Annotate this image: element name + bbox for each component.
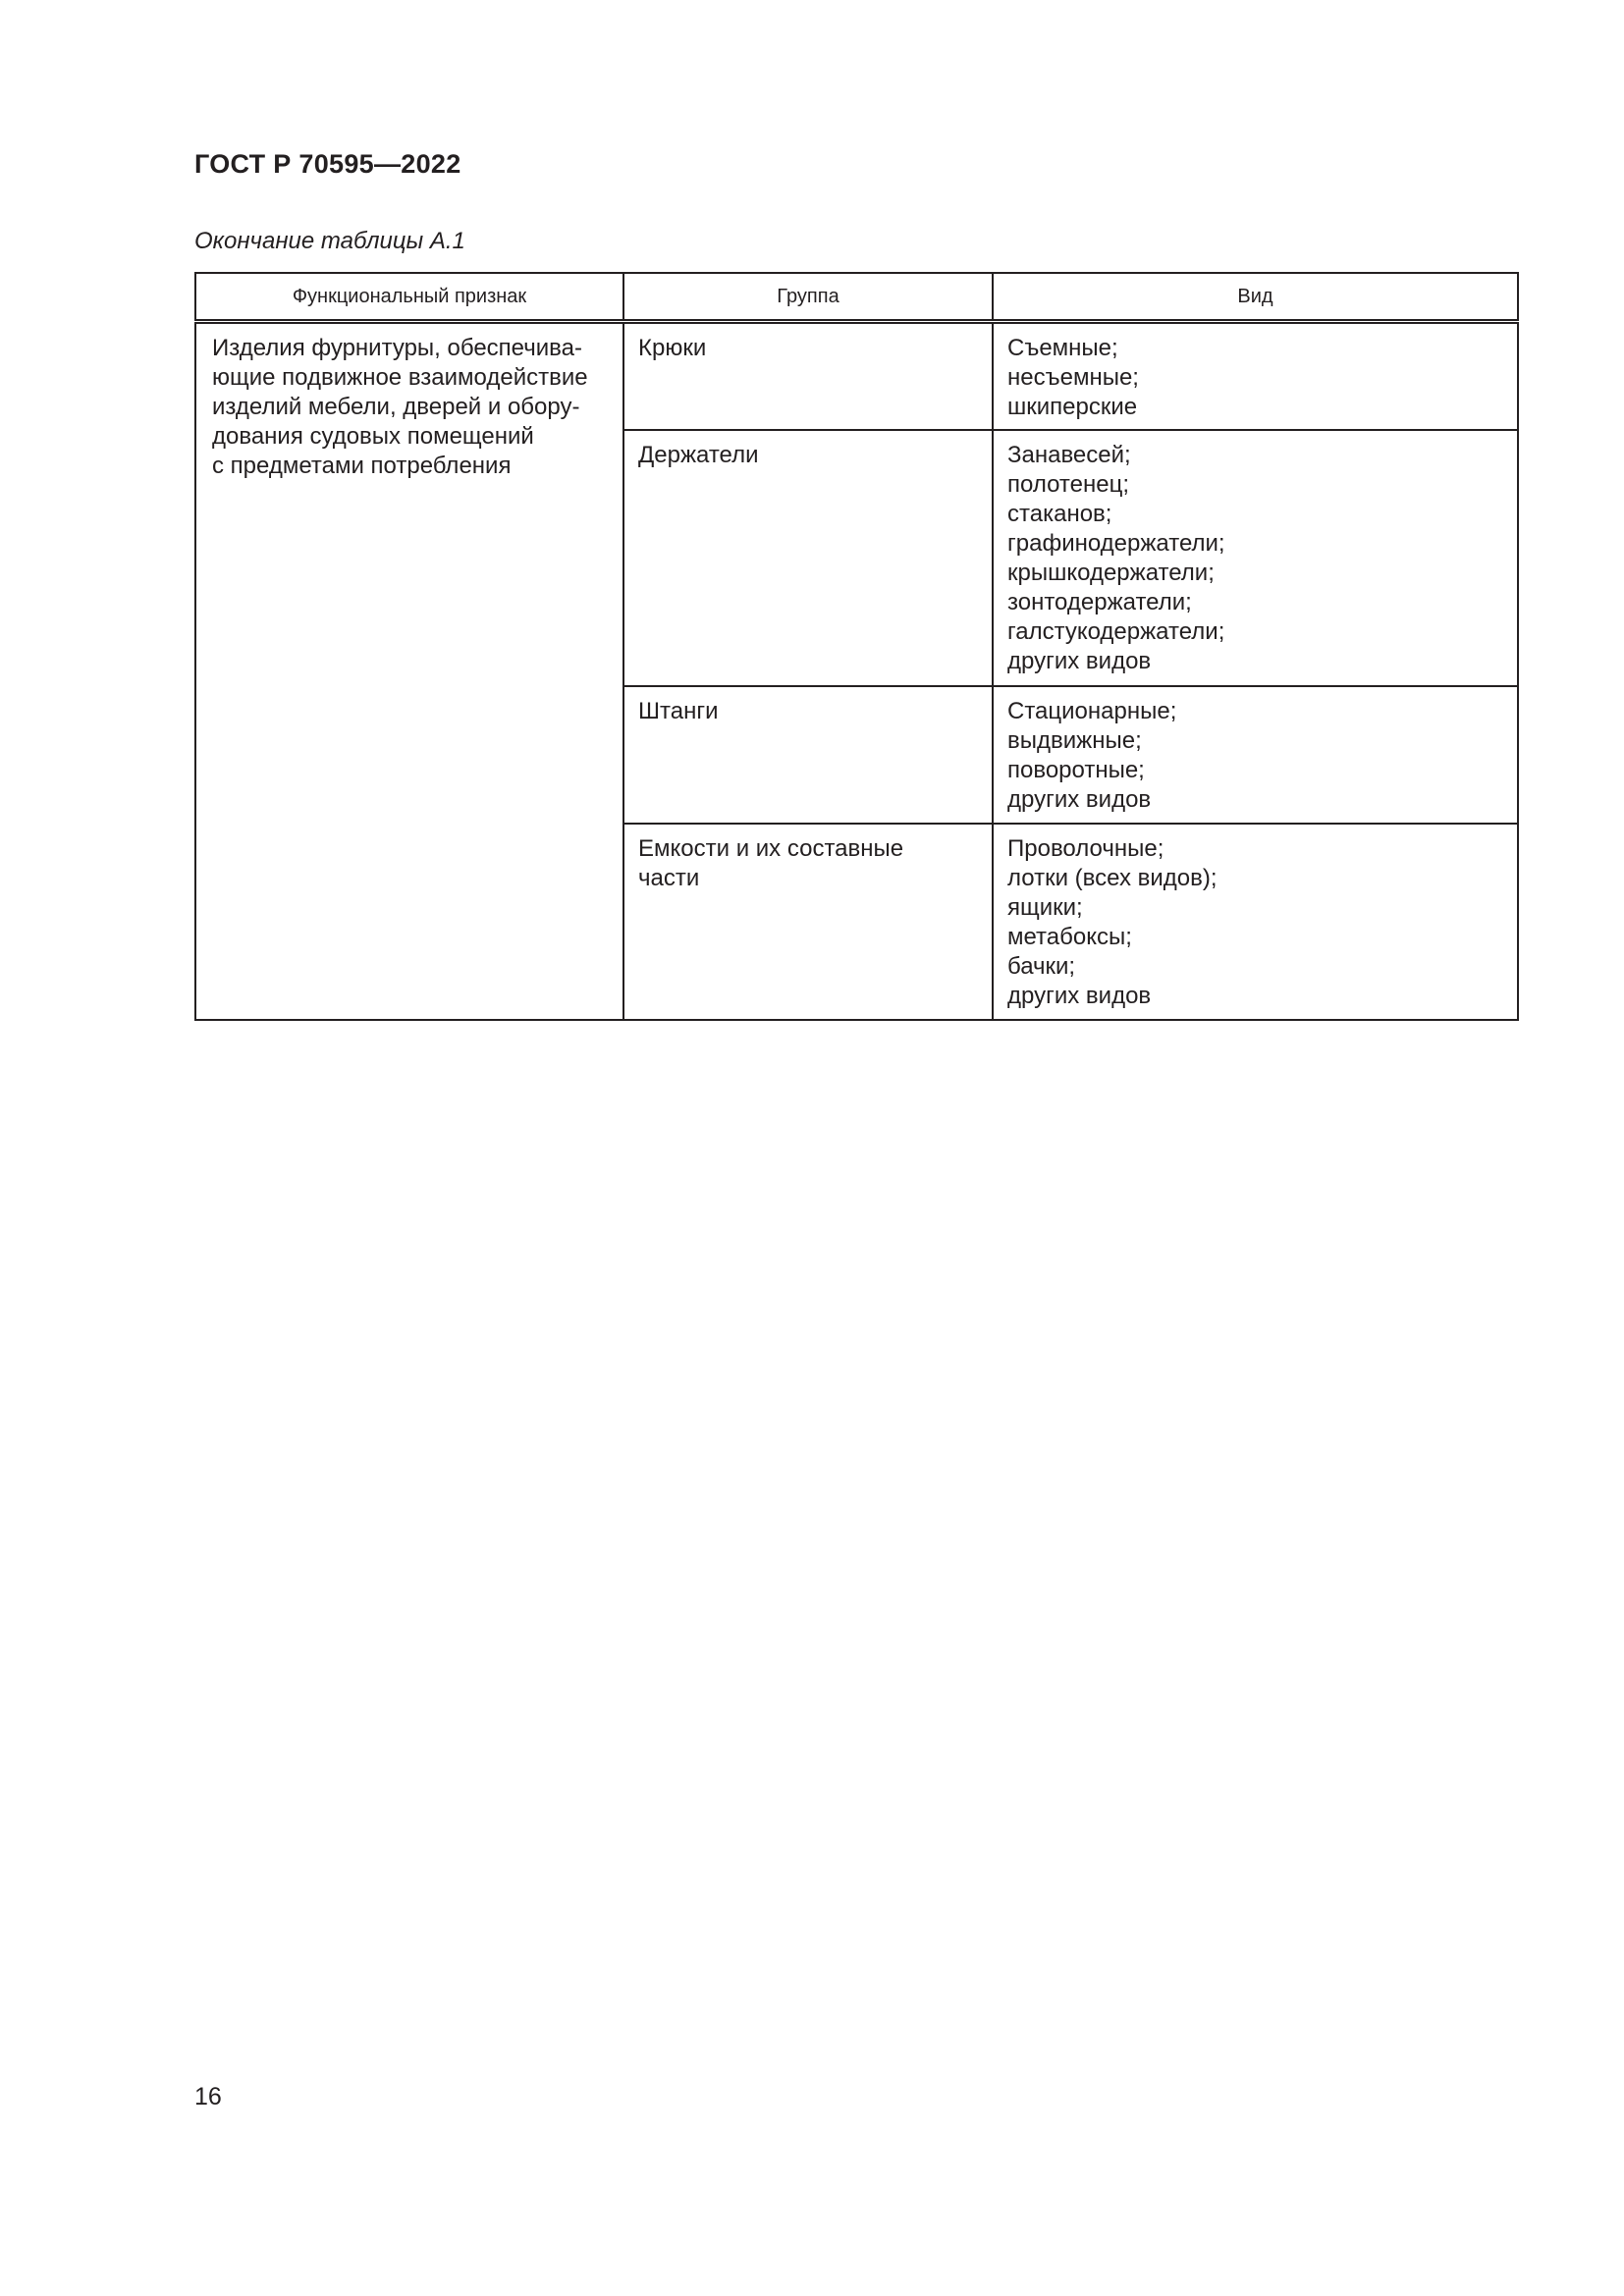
header-kind: Вид [993,273,1518,322]
kind-line: Занавесей; [1007,441,1131,468]
kind-line: других видов [1007,647,1152,674]
kind-line: галстукодержатели; [1007,617,1225,645]
kind-cell [993,322,1518,430]
kind-line: несъемные; [1007,364,1139,391]
document-code: ГОСТ Р 70595—2022 [194,149,461,179]
kind-line: бачки; [1007,952,1076,980]
group-line: Штанги [638,697,719,724]
kind-line: других видов [1007,785,1152,813]
table-header-row [195,273,1518,322]
group-cell [623,686,993,824]
group-line: части [638,864,700,891]
kind-line: лотки (всех видов); [1007,864,1218,891]
kind-line: Стационарные; [1007,697,1177,724]
feature-cell [195,322,623,1020]
kind-line: графинодержатели; [1007,529,1225,557]
group-cell [623,430,993,686]
header-functional-feature: Функциональный признак [195,273,623,322]
feature-line: с предметами потребления [212,453,512,479]
kind-cell [993,430,1518,686]
kind-cell [993,824,1518,1020]
table-row [195,322,1518,430]
kind-line: полотенец; [1007,470,1129,498]
kind-cell [993,686,1518,824]
kind-line: зонтодержатели; [1007,588,1192,615]
kind-line: ящики; [1007,893,1083,921]
kind-line: других видов [1007,982,1152,1009]
classification-table [194,272,1519,1021]
group-line: Емкости и их составные [638,834,904,862]
kind-line: поворотные; [1007,756,1145,783]
kind-line: стаканов; [1007,500,1112,527]
kind-line: Съемные; [1007,335,1118,361]
feature-line: Изделия фурнитуры, обеспечива- [212,335,582,361]
kind-line: крышкодержатели; [1007,559,1215,586]
feature-line: дования судовых помещений [212,423,534,450]
feature-line: ющие подвижное взаимодействие [212,364,588,391]
feature-line: изделий мебели, дверей и обору- [212,394,580,420]
header-group: Группа [623,273,993,322]
group-line: Держатели [638,441,759,468]
group-line: Крюки [638,335,707,361]
kind-line: Проволочные; [1007,834,1164,862]
table-caption: Окончание таблицы А.1 [194,228,465,254]
kind-line: метабоксы; [1007,923,1132,950]
page-number: 16 [194,2083,222,2110]
kind-line: выдвижные; [1007,726,1142,754]
group-cell [623,322,993,430]
group-cell [623,824,993,1020]
kind-line: шкиперские [1007,394,1138,420]
